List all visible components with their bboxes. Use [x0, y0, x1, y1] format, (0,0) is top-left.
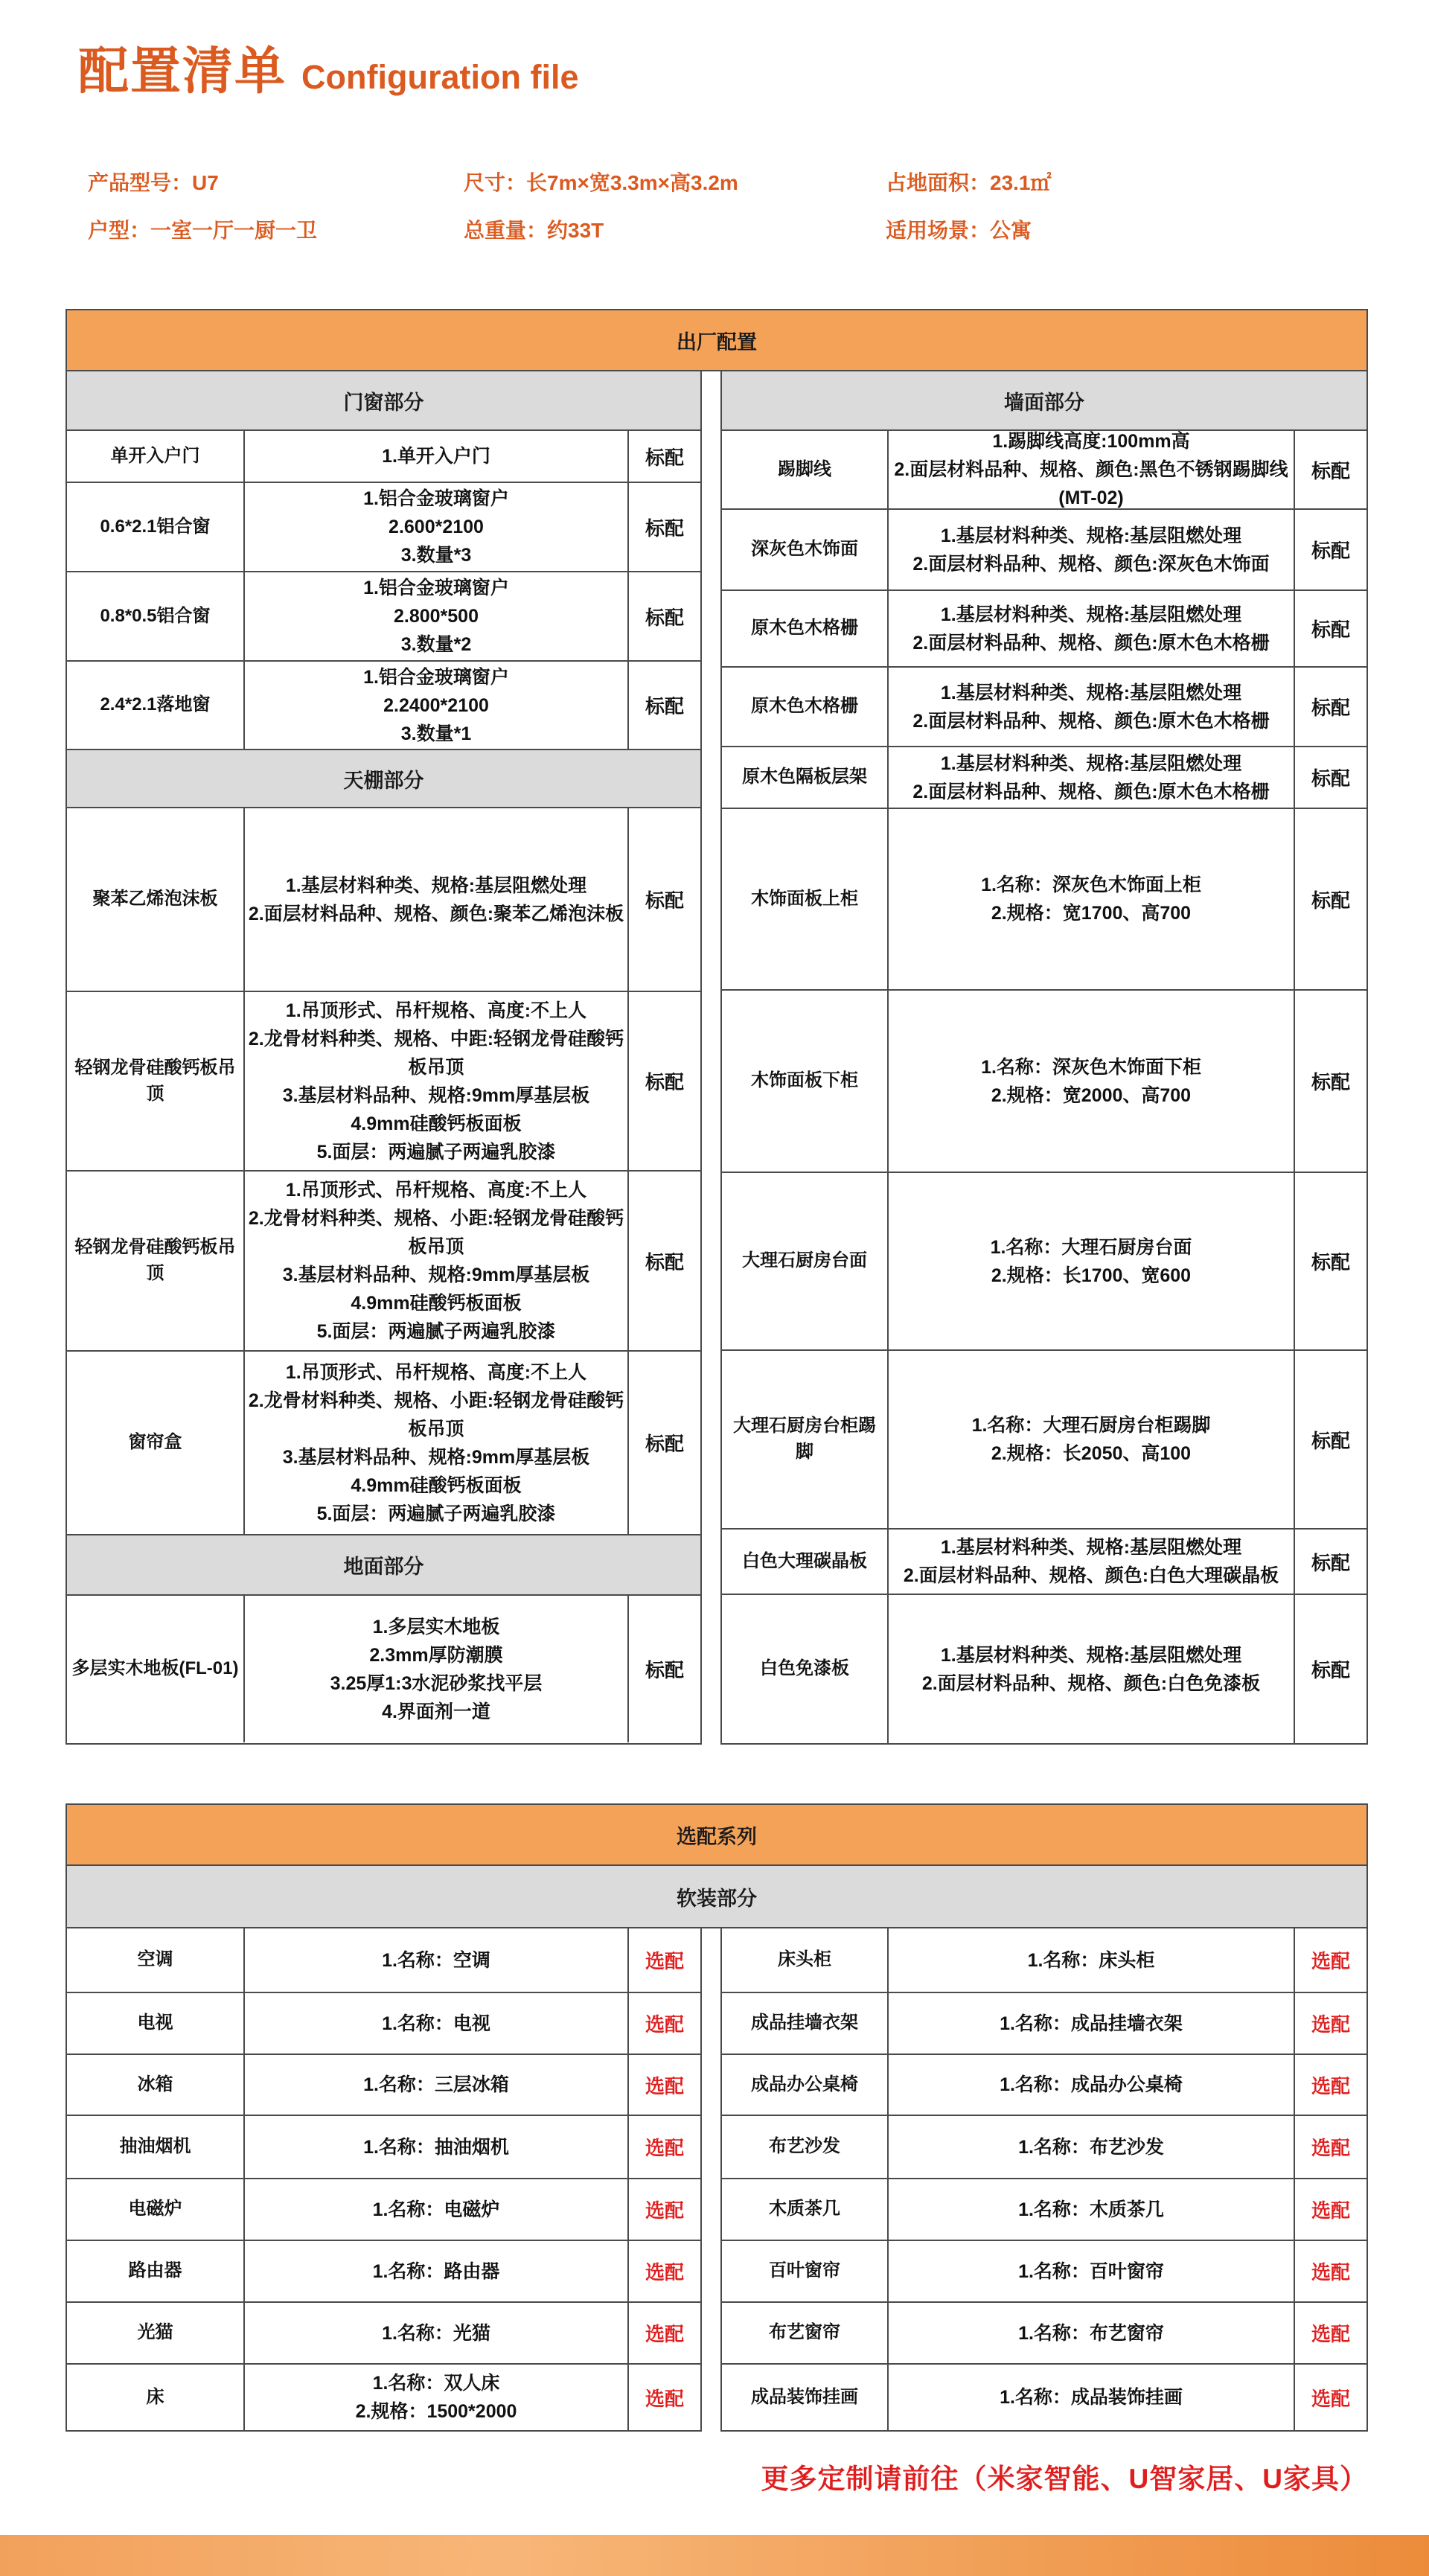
table-row [722, 808, 1366, 989]
desc-line: 1.基层材料种类、规格:基层阻燃处理 [940, 525, 1242, 546]
product-specs [88, 167, 1052, 244]
item-desc [243, 2365, 627, 2430]
desc-line: 1.名称：抽油烟机 [363, 2136, 509, 2158]
table-row [67, 2301, 700, 2363]
desc-line: 1.吊顶形式、吊杆规格、高度:不上人 [285, 1000, 587, 1021]
item-flag: 标配 [627, 431, 700, 482]
desc-line: 3.基层材料品种、规格:9mm厚基层板 [282, 1084, 590, 1106]
item-desc [243, 1928, 627, 1992]
desc-line: 1.基层材料种类、规格:基层阻燃处理 [940, 1644, 1242, 1666]
item-flag: 标配 [627, 1352, 700, 1534]
section-header: 门窗部分 [67, 371, 700, 429]
item-desc [243, 1172, 627, 1350]
desc-line: 3.基层材料品种、规格:9mm厚基层板 [282, 1265, 590, 1285]
item-flag: 标配 [1294, 809, 1366, 989]
table-row [722, 2178, 1366, 2240]
desc-line: 4.9mm硅酸钙板面板 [351, 1293, 522, 1314]
item-flag: 选配 [1294, 2365, 1366, 2430]
item-flag: 选配 [1294, 2055, 1366, 2115]
item-desc [887, 1928, 1294, 1992]
table-row [722, 2363, 1366, 2430]
item-name: 床头柜 [778, 1949, 831, 1970]
item-flag: 标配 [1294, 510, 1366, 589]
desc-line: 1.名称：床头柜 [1027, 1949, 1155, 1971]
desc-line: 5.面层：两遍腻子两遍乳胶漆 [316, 1141, 556, 1163]
item-name: 冰箱 [137, 2074, 173, 2094]
item-flag: 标配 [1294, 591, 1366, 666]
desc-line: 1.基层材料种类、规格:基层阻燃处理 [285, 875, 587, 896]
item-name: 床 [146, 2386, 164, 2407]
item-flag: 标配 [627, 1172, 700, 1350]
item-desc [243, 1596, 627, 1742]
table-row [722, 1172, 1366, 1349]
item-desc [243, 2179, 627, 2240]
desc-line: 1.铝合金玻璃窗户 [363, 578, 509, 598]
item-flag: 选配 [627, 2365, 700, 2430]
item-name: 大理石厨房台面 [742, 1250, 867, 1271]
desc-line: 4.界面剂一道 [382, 1701, 490, 1722]
item-desc [887, 809, 1294, 989]
item-desc [243, 2241, 627, 2301]
table-row [722, 746, 1366, 808]
item-desc [243, 431, 627, 482]
table-row [67, 2178, 700, 2240]
section-header: 墙面部分 [722, 371, 1366, 429]
desc-line: 2.面层材料品种、规格、颜色:聚苯乙烯泡沫板 [248, 903, 624, 924]
desc-line: 2.面层材料品种、规格、颜色:黑色不锈钢踢脚线(MT-02) [894, 459, 1288, 508]
table-row [722, 1528, 1366, 1594]
item-name: 路由器 [128, 2260, 182, 2281]
desc-line: 2.800*500 [393, 606, 479, 627]
spec-item: 尺寸：长7m×宽3.3m×高3.2m [464, 171, 738, 194]
item-desc [887, 991, 1294, 1172]
item-flag: 选配 [1294, 1993, 1366, 2054]
item-name: 0.6*2.1铝合窗 [100, 516, 211, 537]
spec-item: 适用场景：公寓 [886, 219, 1032, 242]
item-flag: 标配 [1294, 1351, 1366, 1528]
desc-line: 1.名称：百叶窗帘 [1018, 2260, 1164, 2282]
item-name: 成品办公桌椅 [751, 2074, 858, 2094]
table-row [722, 589, 1366, 666]
item-flag: 选配 [1294, 2116, 1366, 2178]
desc-line: 2.龙骨材料种类、规格、小距:轻钢龙骨硅酸钙板吊顶 [248, 1208, 624, 1257]
desc-line: 1.名称：路由器 [372, 2260, 500, 2282]
item-flag: 选配 [627, 2179, 700, 2240]
desc-line: 1.名称：深灰色木饰面上柜 [981, 875, 1201, 895]
item-flag: 选配 [1294, 2303, 1366, 2363]
desc-line: 2.2400*2100 [383, 694, 489, 716]
desc-line: 1.名称：布艺沙发 [1018, 2136, 1164, 2158]
item-desc [887, 510, 1294, 589]
item-name: 百叶窗帘 [769, 2260, 840, 2281]
desc-line: 2.面层材料品种、规格、颜色:原木色木格栅 [912, 632, 1270, 653]
desc-line: 1.名称：三层冰箱 [363, 2074, 509, 2095]
table-row [67, 482, 700, 571]
item-name: 深灰色木饰面 [751, 539, 858, 560]
item-name: 电视 [137, 2013, 173, 2033]
page-title-en: Configuration file [301, 58, 579, 96]
desc-line: 2.面层材料品种、规格、颜色:原木色木格栅 [912, 710, 1270, 732]
item-desc [887, 668, 1294, 746]
factory-config-table [65, 309, 1368, 1745]
item-name: 布艺窗帘 [769, 2322, 840, 2343]
desc-line: 4.9mm硅酸钙板面板 [351, 1474, 522, 1496]
desc-line: 1.名称：电视 [382, 2013, 490, 2034]
table-row [67, 1594, 700, 1742]
table-row [67, 1992, 700, 2054]
desc-line: 2.规格：宽1700、高700 [991, 903, 1192, 924]
item-name: 原木色木格栅 [751, 618, 858, 639]
table-row [67, 1350, 700, 1534]
item-name: 木质茶几 [769, 2199, 840, 2219]
table-row [67, 2054, 700, 2115]
table-row [67, 1928, 700, 1992]
page-title [78, 31, 578, 103]
desc-line: 1.名称：布艺窗帘 [1018, 2322, 1164, 2344]
item-flag: 标配 [627, 662, 700, 749]
item-desc [243, 1352, 627, 1534]
item-flag: 选配 [627, 1928, 700, 1992]
item-flag: 选配 [627, 2303, 700, 2363]
item-name: 空调 [137, 1949, 173, 1970]
item-name: 木饰面板上柜 [751, 888, 858, 909]
item-name: 单开入户门 [110, 445, 200, 466]
desc-line: 5.面层：两遍腻子两遍乳胶漆 [316, 1503, 556, 1524]
factory-left-half [65, 371, 702, 1745]
item-desc [243, 2303, 627, 2363]
desc-line: 1.踢脚线高度:100mm高 [992, 431, 1190, 452]
item-desc [887, 1530, 1294, 1594]
desc-line: 3.数量*1 [400, 723, 472, 744]
desc-line: 1.名称：空调 [382, 1949, 490, 1971]
item-desc [243, 992, 627, 1170]
desc-line: 3.数量*2 [400, 634, 472, 655]
desc-line: 2.面层材料品种、规格、颜色:原木色木格栅 [912, 781, 1270, 802]
item-desc [887, 747, 1294, 808]
desc-line: 2.规格：长1700、宽600 [991, 1265, 1192, 1286]
table-row [722, 2240, 1366, 2301]
item-desc [887, 2179, 1294, 2240]
item-name: 抽油烟机 [119, 2136, 191, 2157]
desc-line: 1.名称：大理石厨房台柜踢脚 [971, 1415, 1211, 1436]
item-name: 光猫 [137, 2322, 173, 2343]
desc-line: 2.规格：1500*2000 [355, 2401, 517, 2422]
item-flag: 选配 [1294, 2179, 1366, 2240]
spec-item: 总重量：约33T [464, 219, 604, 242]
optional-config-table [65, 1803, 1368, 2432]
item-desc [887, 431, 1294, 508]
table-row [722, 508, 1366, 589]
desc-line: 1.名称：电磁炉 [372, 2199, 500, 2220]
desc-line: 1.吊顶形式、吊杆规格、高度:不上人 [285, 1180, 587, 1201]
section-header: 地面部分 [67, 1534, 700, 1594]
table-row [67, 660, 700, 749]
desc-line: 1.基层材料种类、规格:基层阻燃处理 [940, 1537, 1242, 1558]
item-desc [887, 2116, 1294, 2178]
table-row [67, 991, 700, 1170]
optional-left-half [65, 1928, 702, 2432]
item-flag: 标配 [1294, 991, 1366, 1172]
desc-line: 1.单开入户门 [382, 446, 490, 467]
desc-line: 2.规格：长2050、高100 [991, 1443, 1192, 1464]
item-flag: 标配 [627, 572, 700, 660]
item-desc [243, 808, 627, 991]
item-name: 0.8*0.5铝合窗 [100, 605, 211, 626]
section-header: 天棚部分 [67, 749, 700, 807]
table-row [722, 1349, 1366, 1528]
item-flag: 标配 [627, 483, 700, 571]
item-flag: 选配 [627, 2055, 700, 2115]
item-flag: 选配 [627, 2116, 700, 2178]
item-flag: 标配 [627, 808, 700, 991]
table-row [67, 571, 700, 660]
item-name: 白色免漆板 [760, 1658, 849, 1679]
table-row [67, 2363, 700, 2430]
desc-line: 2.面层材料品种、规格、颜色:深灰色木饰面 [912, 553, 1270, 575]
factory-table-body [65, 371, 1368, 1745]
spec-item: 产品型号：U7 [88, 171, 219, 194]
item-flag: 标配 [1294, 668, 1366, 746]
item-name: 多层实木地板(FL-01) [71, 1658, 239, 1679]
desc-line: 1.基层材料种类、规格:基层阻燃处理 [940, 682, 1242, 703]
item-flag: 选配 [1294, 1928, 1366, 1992]
item-desc [243, 483, 627, 571]
table-row [722, 1928, 1366, 1992]
spec-item: 占地面积：23.1㎡ [886, 171, 1052, 194]
item-desc [243, 2055, 627, 2115]
desc-line: 1.名称：双人床 [372, 2373, 500, 2394]
item-desc [243, 662, 627, 749]
table-row [722, 1594, 1366, 1743]
desc-line: 5.面层：两遍腻子两遍乳胶漆 [316, 1321, 556, 1342]
item-flag: 标配 [627, 992, 700, 1170]
table-row [67, 2115, 700, 2178]
table-row [722, 2054, 1366, 2115]
customization-note: 更多定制请前往（米家智能、U智家居、U家具） [761, 2464, 1368, 2494]
table-row [722, 429, 1366, 508]
spec-item: 户型：一室一厅一厨一卫 [88, 219, 318, 242]
page-title-zh: 配置清单 [78, 43, 287, 100]
item-name: 聚苯乙烯泡沫板 [92, 889, 218, 910]
item-name: 轻钢龙骨硅酸钙板吊顶 [74, 1057, 236, 1104]
item-desc [887, 1173, 1294, 1349]
table-row [722, 2301, 1366, 2363]
factory-right-half [720, 371, 1368, 1745]
item-desc [243, 2116, 627, 2178]
item-name: 电磁炉 [128, 2199, 182, 2219]
factory-table-header: 出厂配置 [65, 309, 1368, 371]
item-name: 成品装饰挂画 [751, 2386, 858, 2407]
desc-line: 3.25厚1:3水泥砂浆找平层 [330, 1672, 543, 1694]
optional-table-body [65, 1928, 1368, 2432]
item-name: 原木色木格栅 [751, 696, 858, 717]
item-desc [243, 572, 627, 660]
desc-line: 1.铝合金玻璃窗户 [363, 488, 509, 509]
item-name: 窗帘盒 [128, 1432, 182, 1453]
item-flag: 标配 [627, 1596, 700, 1742]
optional-section-header: 软装部分 [65, 1866, 1368, 1928]
item-desc [887, 1595, 1294, 1743]
item-name: 布艺沙发 [769, 2136, 840, 2157]
desc-line: 3.数量*3 [400, 545, 472, 566]
item-flag: 选配 [1294, 2241, 1366, 2301]
item-desc [887, 1351, 1294, 1528]
item-name: 大理石厨房台柜踢脚 [733, 1416, 876, 1462]
table-row [67, 1170, 700, 1350]
item-name: 轻钢龙骨硅酸钙板吊顶 [74, 1237, 236, 1283]
desc-line: 1.名称：光猫 [382, 2322, 490, 2344]
desc-line: 1.名称：成品挂墙衣架 [1000, 2013, 1183, 2034]
item-name: 2.4*2.1落地窗 [100, 694, 211, 715]
desc-line: 1.吊顶形式、吊杆规格、高度:不上人 [285, 1361, 587, 1383]
desc-line: 2.3mm厚防潮膜 [369, 1644, 503, 1666]
desc-line: 2.规格：宽2000、高700 [991, 1084, 1192, 1106]
desc-line: 1.名称：成品装饰挂画 [1000, 2387, 1183, 2408]
desc-line: 2.面层材料品种、规格、颜色:白色免漆板 [921, 1672, 1261, 1694]
item-name: 原木色隔板层架 [742, 767, 867, 787]
table-row [67, 429, 700, 482]
desc-line: 1.铝合金玻璃窗户 [363, 666, 509, 688]
item-desc [887, 2365, 1294, 2430]
item-flag: 标配 [1294, 1173, 1366, 1349]
optional-table-header: 选配系列 [65, 1803, 1368, 1866]
desc-line: 2.面层材料品种、规格、颜色:白色大理碳晶板 [903, 1565, 1279, 1586]
item-desc [887, 1993, 1294, 2054]
item-flag: 标配 [1294, 1595, 1366, 1743]
desc-line: 1.名称：成品办公桌椅 [1000, 2074, 1183, 2095]
desc-line: 1.名称：木质茶几 [1018, 2199, 1164, 2220]
table-row [67, 2240, 700, 2301]
desc-line: 4.9mm硅酸钙板面板 [351, 1113, 522, 1134]
desc-line: 3.基层材料品种、规格:9mm厚基层板 [282, 1446, 590, 1468]
item-flag: 标配 [1294, 747, 1366, 808]
bottom-orange-bar [0, 2535, 1429, 2576]
desc-line: 1.基层材料种类、规格:基层阻燃处理 [940, 604, 1242, 625]
item-desc [243, 1993, 627, 2054]
desc-line: 1.名称：大理石厨房台面 [990, 1236, 1192, 1258]
desc-line: 1.多层实木地板 [372, 1616, 500, 1637]
desc-line: 2.600*2100 [389, 517, 484, 537]
optional-right-half [720, 1928, 1368, 2432]
item-name: 成品挂墙衣架 [751, 2013, 858, 2033]
item-flag: 选配 [627, 1993, 700, 2054]
item-desc [887, 2055, 1294, 2115]
item-desc [887, 591, 1294, 666]
table-row [67, 807, 700, 991]
desc-line: 2.龙骨材料种类、规格、中距:轻钢龙骨硅酸钙板吊顶 [248, 1028, 624, 1078]
table-row [722, 666, 1366, 746]
item-flag: 标配 [1294, 1530, 1366, 1594]
item-name: 木饰面板下柜 [751, 1070, 858, 1091]
item-name: 白色大理碳晶板 [742, 1550, 867, 1571]
table-row [722, 2115, 1366, 2178]
item-name: 踢脚线 [778, 458, 831, 479]
item-flag: 选配 [627, 2241, 700, 2301]
item-desc [887, 2303, 1294, 2363]
table-row [722, 989, 1366, 1172]
item-flag: 标配 [1294, 431, 1366, 508]
item-desc [887, 2241, 1294, 2301]
desc-line: 2.龙骨材料种类、规格、小距:轻钢龙骨硅酸钙板吊顶 [248, 1390, 624, 1439]
desc-line: 1.名称：深灰色木饰面下柜 [981, 1056, 1201, 1078]
table-row [722, 1992, 1366, 2054]
desc-line: 1.基层材料种类、规格:基层阻燃处理 [940, 752, 1242, 774]
